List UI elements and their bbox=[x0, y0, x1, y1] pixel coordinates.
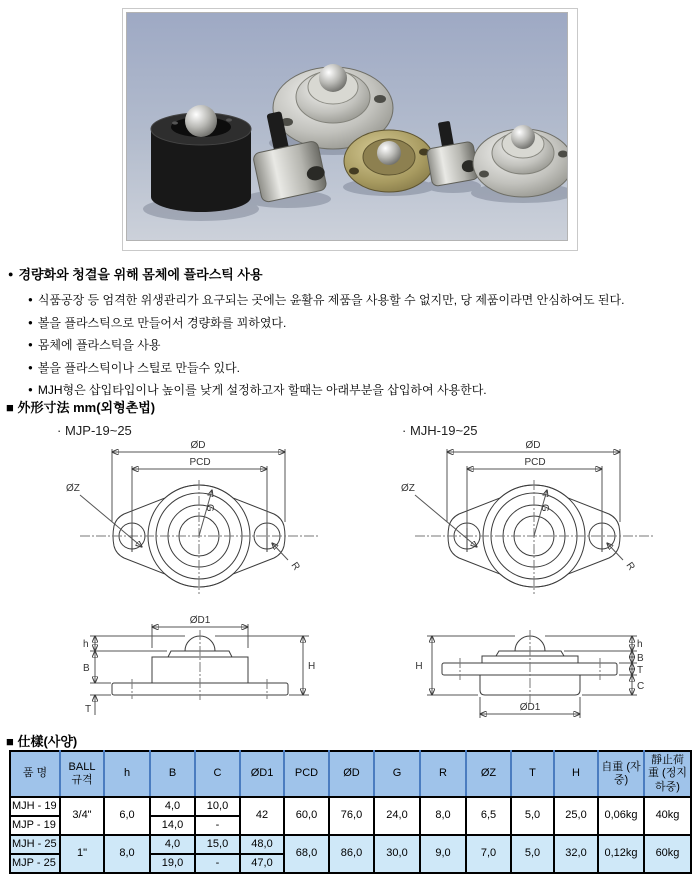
technical-drawing-mjp bbox=[50, 438, 360, 733]
dimensions-section-title: ■ 外形寸法 mm(외형촌법) bbox=[6, 400, 156, 415]
dim-label-od: ØD bbox=[525, 440, 541, 451]
feature-item bbox=[28, 289, 696, 312]
dim-label-od1: ØD1 bbox=[189, 615, 211, 626]
cell-pcd: 68,0 bbox=[284, 835, 329, 873]
col-header-c: C bbox=[195, 751, 240, 797]
drawing-label-mjp: · MJP-19~25 bbox=[57, 423, 132, 438]
feature-text: 식품공장 등 엄격한 위생관리가 요구되는 곳에는 윤활유 제품을 사용할 수 없지만, 당 제품이라면 안심하여도 된다. bbox=[37, 293, 625, 307]
cell-height: 25,0 bbox=[554, 797, 598, 835]
bullet-icon: ● bbox=[8, 269, 14, 279]
dim-label-pcd: PCD bbox=[189, 457, 211, 468]
spec-table-header-row bbox=[10, 751, 691, 797]
col-header-ball: BALL 규격 bbox=[60, 751, 104, 797]
cell-ball: 1" bbox=[60, 835, 104, 873]
feature-item bbox=[28, 334, 696, 357]
col-header-h: h bbox=[104, 751, 150, 797]
col-header-oz: ØZ bbox=[466, 751, 511, 797]
dim-label-h-total: H bbox=[308, 661, 316, 672]
dim-label-r: R bbox=[288, 560, 302, 573]
bullet-icon: ● bbox=[28, 340, 33, 349]
dim-label-h-total: H bbox=[415, 661, 423, 672]
bullet-icon: ● bbox=[28, 362, 33, 372]
spec-table bbox=[9, 750, 692, 874]
feature-title-row bbox=[8, 264, 696, 285]
cell-weight: 0,06kg bbox=[598, 797, 644, 835]
bullet-icon: ● bbox=[28, 317, 33, 327]
dim-label-g: G bbox=[539, 504, 550, 512]
drawing-label-mjh: · MJH-19~25 bbox=[402, 423, 478, 438]
feature-item bbox=[28, 312, 696, 335]
dim-label-g: G bbox=[204, 504, 215, 512]
feature-items bbox=[28, 289, 696, 402]
dim-label-od1: ØD1 bbox=[519, 702, 541, 713]
mjp-top-view bbox=[66, 440, 318, 594]
product-photo-image bbox=[127, 13, 567, 240]
cell-d1: 47,0 bbox=[240, 854, 284, 873]
col-header-t: T bbox=[511, 751, 554, 797]
col-header-g: G bbox=[374, 751, 420, 797]
cell-r: 9,0 bbox=[420, 835, 466, 873]
cell-b: 14,0 bbox=[150, 816, 195, 835]
mjp-side-view bbox=[83, 615, 315, 715]
col-header-name: 품 명 bbox=[10, 751, 60, 797]
feature-text: 몸체에 플라스틱을 사용 bbox=[37, 338, 161, 352]
mjh-top-view bbox=[401, 440, 653, 594]
cell-c: - bbox=[195, 816, 240, 835]
ball-unit-brass-disc bbox=[344, 130, 434, 192]
cell-b: 4,0 bbox=[150, 835, 195, 854]
product-photo-frame bbox=[122, 8, 578, 251]
cell-r: 8,0 bbox=[420, 797, 466, 835]
col-header-b: B bbox=[150, 751, 195, 797]
cell-h: 8,0 bbox=[104, 835, 150, 873]
cell-name: MJP - 25 bbox=[10, 854, 60, 873]
feature-title: 경량화와 청결을 위해 몸체에 플라스틱 사용 bbox=[18, 267, 263, 282]
cell-c: - bbox=[195, 854, 240, 873]
technical-drawing-mjh bbox=[385, 438, 695, 733]
cell-d1: 48,0 bbox=[240, 835, 284, 854]
cell-d: 86,0 bbox=[329, 835, 374, 873]
dim-label-b: B bbox=[637, 653, 644, 664]
feature-list bbox=[8, 264, 696, 402]
feature-text: MJH형은 삽입타입이나 높이를 낮게 설정하고자 할때는 아래부분을 삽입하여 사용한다. bbox=[37, 383, 487, 397]
cell-d1: 42 bbox=[240, 797, 284, 835]
dim-label-oz: ØZ bbox=[66, 483, 80, 494]
dim-label-h: h bbox=[637, 639, 643, 650]
dim-label-h: h bbox=[83, 639, 89, 650]
mjh-side-view bbox=[415, 630, 644, 718]
table-row-mjh25 bbox=[10, 835, 691, 854]
cell-z: 7,0 bbox=[466, 835, 511, 873]
col-header-pcd: PCD bbox=[284, 751, 329, 797]
spec-section-title: ■ 仕樣(사양) bbox=[6, 734, 78, 749]
cell-t: 5,0 bbox=[511, 797, 554, 835]
dim-label-b: B bbox=[83, 663, 90, 674]
dim-label-t: T bbox=[637, 665, 644, 676]
feature-text: 볼을 플라스틱이나 스틸로 만들수 있다. bbox=[37, 360, 240, 375]
col-header-r: R bbox=[420, 751, 466, 797]
cell-b: 19,0 bbox=[150, 854, 195, 873]
cell-h: 6,0 bbox=[104, 797, 150, 835]
cell-g: 30,0 bbox=[374, 835, 420, 873]
bullet-icon: ● bbox=[28, 385, 33, 394]
dim-label-c: C bbox=[637, 681, 645, 692]
cell-d: 76,0 bbox=[329, 797, 374, 835]
cell-ball: 3/4" bbox=[60, 797, 104, 835]
dim-label-r: R bbox=[623, 560, 637, 573]
product-photo bbox=[126, 12, 568, 241]
cell-height: 32,0 bbox=[554, 835, 598, 873]
cell-pcd: 60,0 bbox=[284, 797, 329, 835]
cell-g: 24,0 bbox=[374, 797, 420, 835]
table-row-mjh19 bbox=[10, 797, 691, 816]
ball-unit-black-cylinder bbox=[151, 105, 251, 212]
dim-label-od: ØD bbox=[190, 440, 206, 451]
bullet-icon: ● bbox=[28, 295, 33, 304]
col-header-weight: 自重 (자중) bbox=[598, 751, 644, 797]
cell-load: 40kg bbox=[644, 797, 691, 835]
cell-t: 5,0 bbox=[511, 835, 554, 873]
cell-z: 6,5 bbox=[466, 797, 511, 835]
cell-name: MJP - 19 bbox=[10, 816, 60, 835]
cell-weight: 0,12kg bbox=[598, 835, 644, 873]
col-header-od: ØD bbox=[329, 751, 374, 797]
col-header-load: 靜止荷重 (정지하중) bbox=[644, 751, 691, 797]
col-header-hh: H bbox=[554, 751, 598, 797]
cell-c: 15,0 bbox=[195, 835, 240, 854]
feature-item bbox=[28, 357, 696, 380]
cell-load: 60kg bbox=[644, 835, 691, 873]
cell-c: 10,0 bbox=[195, 797, 240, 816]
dim-label-oz: ØZ bbox=[401, 483, 415, 494]
dim-label-t: T bbox=[85, 704, 92, 715]
col-header-od1: ØD1 bbox=[240, 751, 284, 797]
cell-name: MJH - 25 bbox=[10, 835, 60, 854]
cell-b: 4,0 bbox=[150, 797, 195, 816]
feature-text: 볼을 플라스틱으로 만들어서 경량화를 꾀하였다. bbox=[37, 315, 287, 330]
cell-name: MJH - 19 bbox=[10, 797, 60, 816]
dim-label-pcd: PCD bbox=[524, 457, 546, 468]
